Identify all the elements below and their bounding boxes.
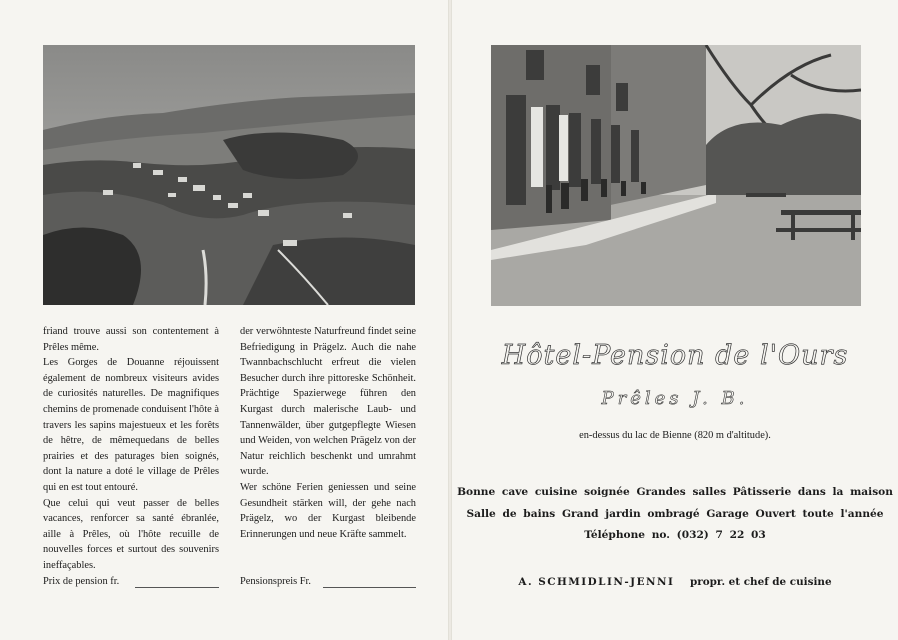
hotel-name: Hôtel-Pension de l'Ours bbox=[501, 340, 849, 371]
french-text-column bbox=[43, 324, 219, 574]
french-paragraph: Que celui qui veut passer de belles vacances, renforcer sa santé ébranlée, aille à Prêles, où l'hôte recuille de nouvelles forces et surtout des souvenirs ineffaçables. bbox=[43, 497, 219, 571]
owner-name: A. SCHMIDLIN-JENNI bbox=[518, 576, 675, 588]
telephone-line: Téléphone no. (032) 7 22 03 bbox=[584, 529, 766, 541]
german-paragraph: Wer schöne Ferien geniessen und seine Gesundheit stärken will, der gehe nach Prägelz, wo der Kurgast bleibende Erinnerungen und neue Kräfte sammelt. bbox=[240, 481, 416, 540]
german-text-column bbox=[240, 324, 416, 542]
price-label-french: Prix de pension fr. bbox=[43, 576, 120, 587]
amenities-line: Salle de bains Grand jardin ombragé Garage Ouvert toute l'année bbox=[466, 508, 884, 520]
amenities-line: Bonne cave cuisine soignée Grandes salles Pâtisserie dans la maison bbox=[457, 486, 893, 498]
french-paragraph: Les Gorges de Douanne réjouissent également de nombreux visiteurs avides de curiosités naturelles. De magnifiques chemins de promenade conduisent l'hôte à travers les sapins majestueux et les forêts de hêtre, de mêmequedans de belles prairies et des paturages bien soignés, dont la nature a doté le village de Prêles qui en est tout entouré. bbox=[43, 357, 219, 493]
hotel-terrace-photo bbox=[491, 45, 861, 306]
owner-line bbox=[452, 576, 898, 588]
german-paragraph: der verwöhnteste Naturfreund findet seine Befriedigung in Prägelz. Auch die nahe Twannbachschlucht erfreut die vielen Besucher durch ihre pittoreske Schönheit. Prächtige Spazierwege führen den Kurgast durch malerische Laub- und Tannenwälder, über gutgepflegte Wiesen und Weiden, von welchen Prägelz von der Natur reichlich beschenkt und umrahmt wurde. bbox=[240, 326, 416, 478]
price-blank-line-german bbox=[323, 587, 416, 588]
hotel-place: Prêles J. B. bbox=[601, 388, 749, 409]
price-blank-line-french bbox=[135, 587, 219, 588]
price-label-german: Pensionspreis Fr. bbox=[240, 576, 312, 587]
village-landscape-photo bbox=[43, 45, 415, 305]
owner-role: propr. et chef de cuisine bbox=[689, 576, 832, 588]
hotel-altitude: en-dessus du lac de Bienne (820 m d'altitude). bbox=[579, 430, 771, 441]
french-paragraph: friand trouve aussi son contentement à Prêles même. bbox=[43, 326, 219, 353]
